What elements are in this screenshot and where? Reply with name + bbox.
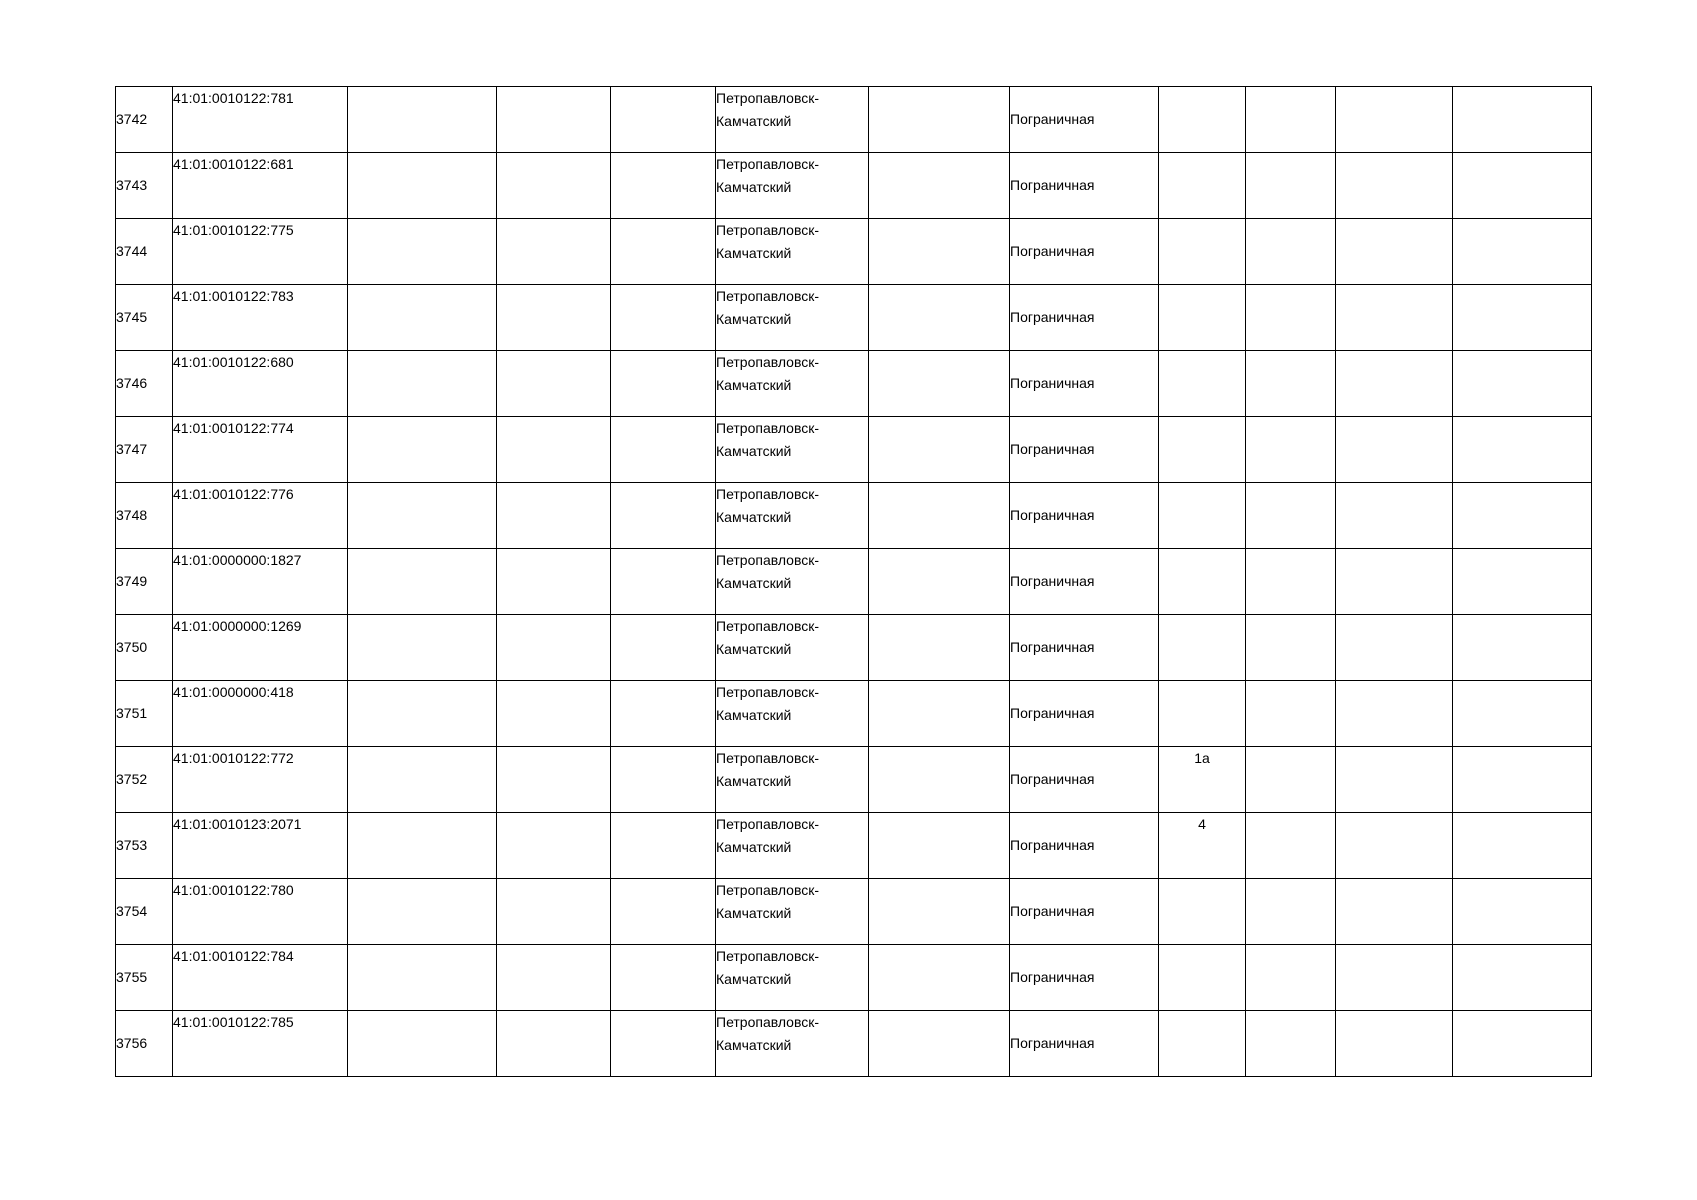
house-number-cell (1159, 351, 1246, 417)
empty-cell (1453, 351, 1592, 417)
empty-cell (1246, 417, 1336, 483)
street-cell: Пограничная (1010, 615, 1159, 681)
house-number-cell (1159, 681, 1246, 747)
city-name-line2: Камчатский (716, 1037, 792, 1053)
empty-cell (348, 681, 497, 747)
empty-cell (348, 219, 497, 285)
table-row (116, 879, 1592, 945)
empty-cell (348, 615, 497, 681)
city-name-line2: Камчатский (716, 641, 792, 657)
city-name-line1: Петропавловск- (716, 90, 820, 106)
house-number-cell (1159, 615, 1246, 681)
empty-cell (1336, 483, 1453, 549)
empty-cell (1453, 549, 1592, 615)
table-row (116, 351, 1592, 417)
empty-cell (869, 483, 1010, 549)
city-name-line1: Петропавловск- (716, 420, 820, 436)
street-cell: Пограничная (1010, 945, 1159, 1011)
empty-cell (348, 1011, 497, 1077)
empty-cell (1336, 153, 1453, 219)
empty-cell (497, 945, 611, 1011)
empty-cell (497, 549, 611, 615)
empty-cell (497, 879, 611, 945)
row-number-cell: 3753 (116, 813, 173, 879)
empty-cell (1246, 483, 1336, 549)
empty-cell (611, 483, 716, 549)
cadastral-number-cell: 41:01:0000000:418 (173, 681, 348, 747)
empty-cell (869, 615, 1010, 681)
empty-cell (869, 87, 1010, 153)
city-name-line2: Камчатский (716, 575, 792, 591)
city-cell (716, 1011, 869, 1077)
cadastral-number-cell: 41:01:0010122:772 (173, 747, 348, 813)
house-number-cell (1159, 945, 1246, 1011)
house-number-cell (1159, 153, 1246, 219)
empty-cell (1246, 879, 1336, 945)
empty-cell (611, 1011, 716, 1077)
empty-cell (869, 813, 1010, 879)
street-cell: Пограничная (1010, 813, 1159, 879)
street-cell: Пограничная (1010, 879, 1159, 945)
empty-cell (348, 813, 497, 879)
empty-cell (869, 879, 1010, 945)
city-cell (716, 615, 869, 681)
row-number-cell: 3754 (116, 879, 173, 945)
city-name-line1: Петропавловск- (716, 1014, 820, 1030)
empty-cell (1246, 1011, 1336, 1077)
row-number-cell: 3748 (116, 483, 173, 549)
city-name-line1: Петропавловск- (716, 684, 820, 700)
empty-cell (1453, 417, 1592, 483)
row-number-cell: 3751 (116, 681, 173, 747)
city-name-line1: Петропавловск- (716, 156, 820, 172)
table-row (116, 417, 1592, 483)
empty-cell (1336, 813, 1453, 879)
empty-cell (1246, 615, 1336, 681)
cadastral-number-cell: 41:01:0010122:776 (173, 483, 348, 549)
empty-cell (497, 681, 611, 747)
empty-cell (1336, 219, 1453, 285)
row-number-cell: 3755 (116, 945, 173, 1011)
empty-cell (1246, 219, 1336, 285)
cadastral-number-cell: 41:01:0000000:1269 (173, 615, 348, 681)
empty-cell (1453, 879, 1592, 945)
empty-cell (1336, 417, 1453, 483)
empty-cell (348, 87, 497, 153)
row-number-cell: 3746 (116, 351, 173, 417)
row-number-cell: 3745 (116, 285, 173, 351)
empty-cell (611, 945, 716, 1011)
empty-cell (1336, 945, 1453, 1011)
empty-cell (1336, 681, 1453, 747)
table-row (116, 153, 1592, 219)
cadastral-number-cell: 41:01:0010122:784 (173, 945, 348, 1011)
empty-cell (497, 219, 611, 285)
empty-cell (1246, 351, 1336, 417)
table-row (116, 813, 1592, 879)
empty-cell (869, 219, 1010, 285)
city-name-line2: Камчатский (716, 377, 792, 393)
city-name-line1: Петропавловск- (716, 288, 820, 304)
street-cell: Пограничная (1010, 1011, 1159, 1077)
empty-cell (348, 879, 497, 945)
empty-cell (1453, 945, 1592, 1011)
cadastral-number-cell: 41:01:0010122:680 (173, 351, 348, 417)
city-cell (716, 351, 869, 417)
table-row (116, 285, 1592, 351)
empty-cell (611, 417, 716, 483)
row-number-cell: 3750 (116, 615, 173, 681)
table-row (116, 945, 1592, 1011)
empty-cell (1336, 285, 1453, 351)
row-number-cell: 3744 (116, 219, 173, 285)
empty-cell (1453, 747, 1592, 813)
empty-cell (497, 153, 611, 219)
empty-cell (1336, 879, 1453, 945)
empty-cell (1336, 1011, 1453, 1077)
empty-cell (1336, 351, 1453, 417)
empty-cell (611, 681, 716, 747)
empty-cell (869, 945, 1010, 1011)
empty-cell (1246, 747, 1336, 813)
house-number-cell (1159, 87, 1246, 153)
city-name-line2: Камчатский (716, 971, 792, 987)
empty-cell (348, 483, 497, 549)
empty-cell (1246, 87, 1336, 153)
city-cell (716, 813, 869, 879)
house-number-cell (1159, 1011, 1246, 1077)
document-page (115, 86, 1591, 1077)
city-cell (716, 681, 869, 747)
house-number-cell: 4 (1159, 813, 1246, 879)
empty-cell (1336, 615, 1453, 681)
empty-cell (611, 219, 716, 285)
city-name-line2: Камчатский (716, 707, 792, 723)
city-name-line2: Камчатский (716, 113, 792, 129)
empty-cell (1246, 153, 1336, 219)
empty-cell (348, 351, 497, 417)
empty-cell (348, 747, 497, 813)
city-name-line2: Камчатский (716, 179, 792, 195)
empty-cell (1246, 285, 1336, 351)
table-row (116, 87, 1592, 153)
house-number-cell (1159, 549, 1246, 615)
city-name-line2: Камчатский (716, 311, 792, 327)
street-cell: Пограничная (1010, 549, 1159, 615)
empty-cell (348, 153, 497, 219)
empty-cell (611, 813, 716, 879)
empty-cell (1453, 615, 1592, 681)
city-name-line2: Камчатский (716, 509, 792, 525)
street-cell: Пограничная (1010, 153, 1159, 219)
empty-cell (348, 417, 497, 483)
city-name-line1: Петропавловск- (716, 750, 820, 766)
city-cell (716, 549, 869, 615)
street-cell: Пограничная (1010, 87, 1159, 153)
row-number-cell: 3747 (116, 417, 173, 483)
row-number-cell: 3742 (116, 87, 173, 153)
empty-cell (1453, 681, 1592, 747)
street-cell: Пограничная (1010, 681, 1159, 747)
empty-cell (497, 483, 611, 549)
empty-cell (611, 615, 716, 681)
empty-cell (497, 87, 611, 153)
empty-cell (611, 285, 716, 351)
empty-cell (869, 285, 1010, 351)
empty-cell (869, 351, 1010, 417)
empty-cell (869, 1011, 1010, 1077)
city-cell (716, 879, 869, 945)
city-name-line1: Петропавловск- (716, 816, 820, 832)
row-number-cell: 3756 (116, 1011, 173, 1077)
cadastral-number-cell: 41:01:0010122:780 (173, 879, 348, 945)
empty-cell (497, 285, 611, 351)
city-name-line1: Петропавловск- (716, 882, 820, 898)
cadastral-number-cell: 41:01:0010123:2071 (173, 813, 348, 879)
city-cell (716, 747, 869, 813)
empty-cell (611, 549, 716, 615)
street-cell: Пограничная (1010, 219, 1159, 285)
city-name-line1: Петропавловск- (716, 486, 820, 502)
cadastral-number-cell: 41:01:0010122:785 (173, 1011, 348, 1077)
empty-cell (1246, 945, 1336, 1011)
empty-cell (869, 747, 1010, 813)
empty-cell (611, 87, 716, 153)
empty-cell (348, 549, 497, 615)
city-name-line1: Петропавловск- (716, 354, 820, 370)
empty-cell (497, 351, 611, 417)
registry-table-body (116, 87, 1592, 1077)
empty-cell (1453, 285, 1592, 351)
cadastral-number-cell: 41:01:0010122:774 (173, 417, 348, 483)
empty-cell (1246, 549, 1336, 615)
street-cell: Пограничная (1010, 483, 1159, 549)
city-cell (716, 153, 869, 219)
house-number-cell (1159, 879, 1246, 945)
city-cell (716, 87, 869, 153)
registry-table (115, 86, 1592, 1077)
street-cell: Пограничная (1010, 351, 1159, 417)
city-name-line2: Камчатский (716, 905, 792, 921)
empty-cell (497, 615, 611, 681)
empty-cell (611, 747, 716, 813)
empty-cell (1453, 87, 1592, 153)
city-name-line2: Камчатский (716, 245, 792, 261)
city-cell (716, 945, 869, 1011)
house-number-cell (1159, 417, 1246, 483)
empty-cell (497, 1011, 611, 1077)
row-number-cell: 3743 (116, 153, 173, 219)
city-cell (716, 219, 869, 285)
empty-cell (869, 681, 1010, 747)
table-row (116, 219, 1592, 285)
cadastral-number-cell: 41:01:0010122:781 (173, 87, 348, 153)
city-cell (716, 483, 869, 549)
city-cell (716, 417, 869, 483)
city-name-line1: Петропавловск- (716, 948, 820, 964)
table-row (116, 1011, 1592, 1077)
table-row (116, 549, 1592, 615)
empty-cell (348, 285, 497, 351)
empty-cell (1336, 87, 1453, 153)
empty-cell (497, 813, 611, 879)
city-cell (716, 285, 869, 351)
table-row (116, 483, 1592, 549)
house-number-cell (1159, 285, 1246, 351)
house-number-cell (1159, 219, 1246, 285)
empty-cell (1453, 813, 1592, 879)
house-number-cell: 1а (1159, 747, 1246, 813)
empty-cell (869, 417, 1010, 483)
empty-cell (1453, 219, 1592, 285)
table-row (116, 747, 1592, 813)
city-name-line1: Петропавловск- (716, 552, 820, 568)
city-name-line2: Камчатский (716, 839, 792, 855)
cadastral-number-cell: 41:01:0010122:775 (173, 219, 348, 285)
cadastral-number-cell: 41:01:0010122:681 (173, 153, 348, 219)
row-number-cell: 3752 (116, 747, 173, 813)
empty-cell (497, 417, 611, 483)
street-cell: Пограничная (1010, 417, 1159, 483)
table-row (116, 615, 1592, 681)
cadastral-number-cell: 41:01:0010122:783 (173, 285, 348, 351)
city-name-line2: Камчатский (716, 443, 792, 459)
empty-cell (1453, 1011, 1592, 1077)
street-cell: Пограничная (1010, 285, 1159, 351)
empty-cell (1453, 483, 1592, 549)
empty-cell (1453, 153, 1592, 219)
city-name-line2: Камчатский (716, 773, 792, 789)
empty-cell (1246, 813, 1336, 879)
empty-cell (348, 945, 497, 1011)
empty-cell (611, 351, 716, 417)
city-name-line1: Петропавловск- (716, 618, 820, 634)
table-row (116, 681, 1592, 747)
city-name-line1: Петропавловск- (716, 222, 820, 238)
empty-cell (1246, 681, 1336, 747)
empty-cell (611, 879, 716, 945)
street-cell: Пограничная (1010, 747, 1159, 813)
empty-cell (869, 549, 1010, 615)
empty-cell (497, 747, 611, 813)
house-number-cell (1159, 483, 1246, 549)
cadastral-number-cell: 41:01:0000000:1827 (173, 549, 348, 615)
empty-cell (1336, 747, 1453, 813)
empty-cell (869, 153, 1010, 219)
empty-cell (611, 153, 716, 219)
empty-cell (1336, 549, 1453, 615)
row-number-cell: 3749 (116, 549, 173, 615)
